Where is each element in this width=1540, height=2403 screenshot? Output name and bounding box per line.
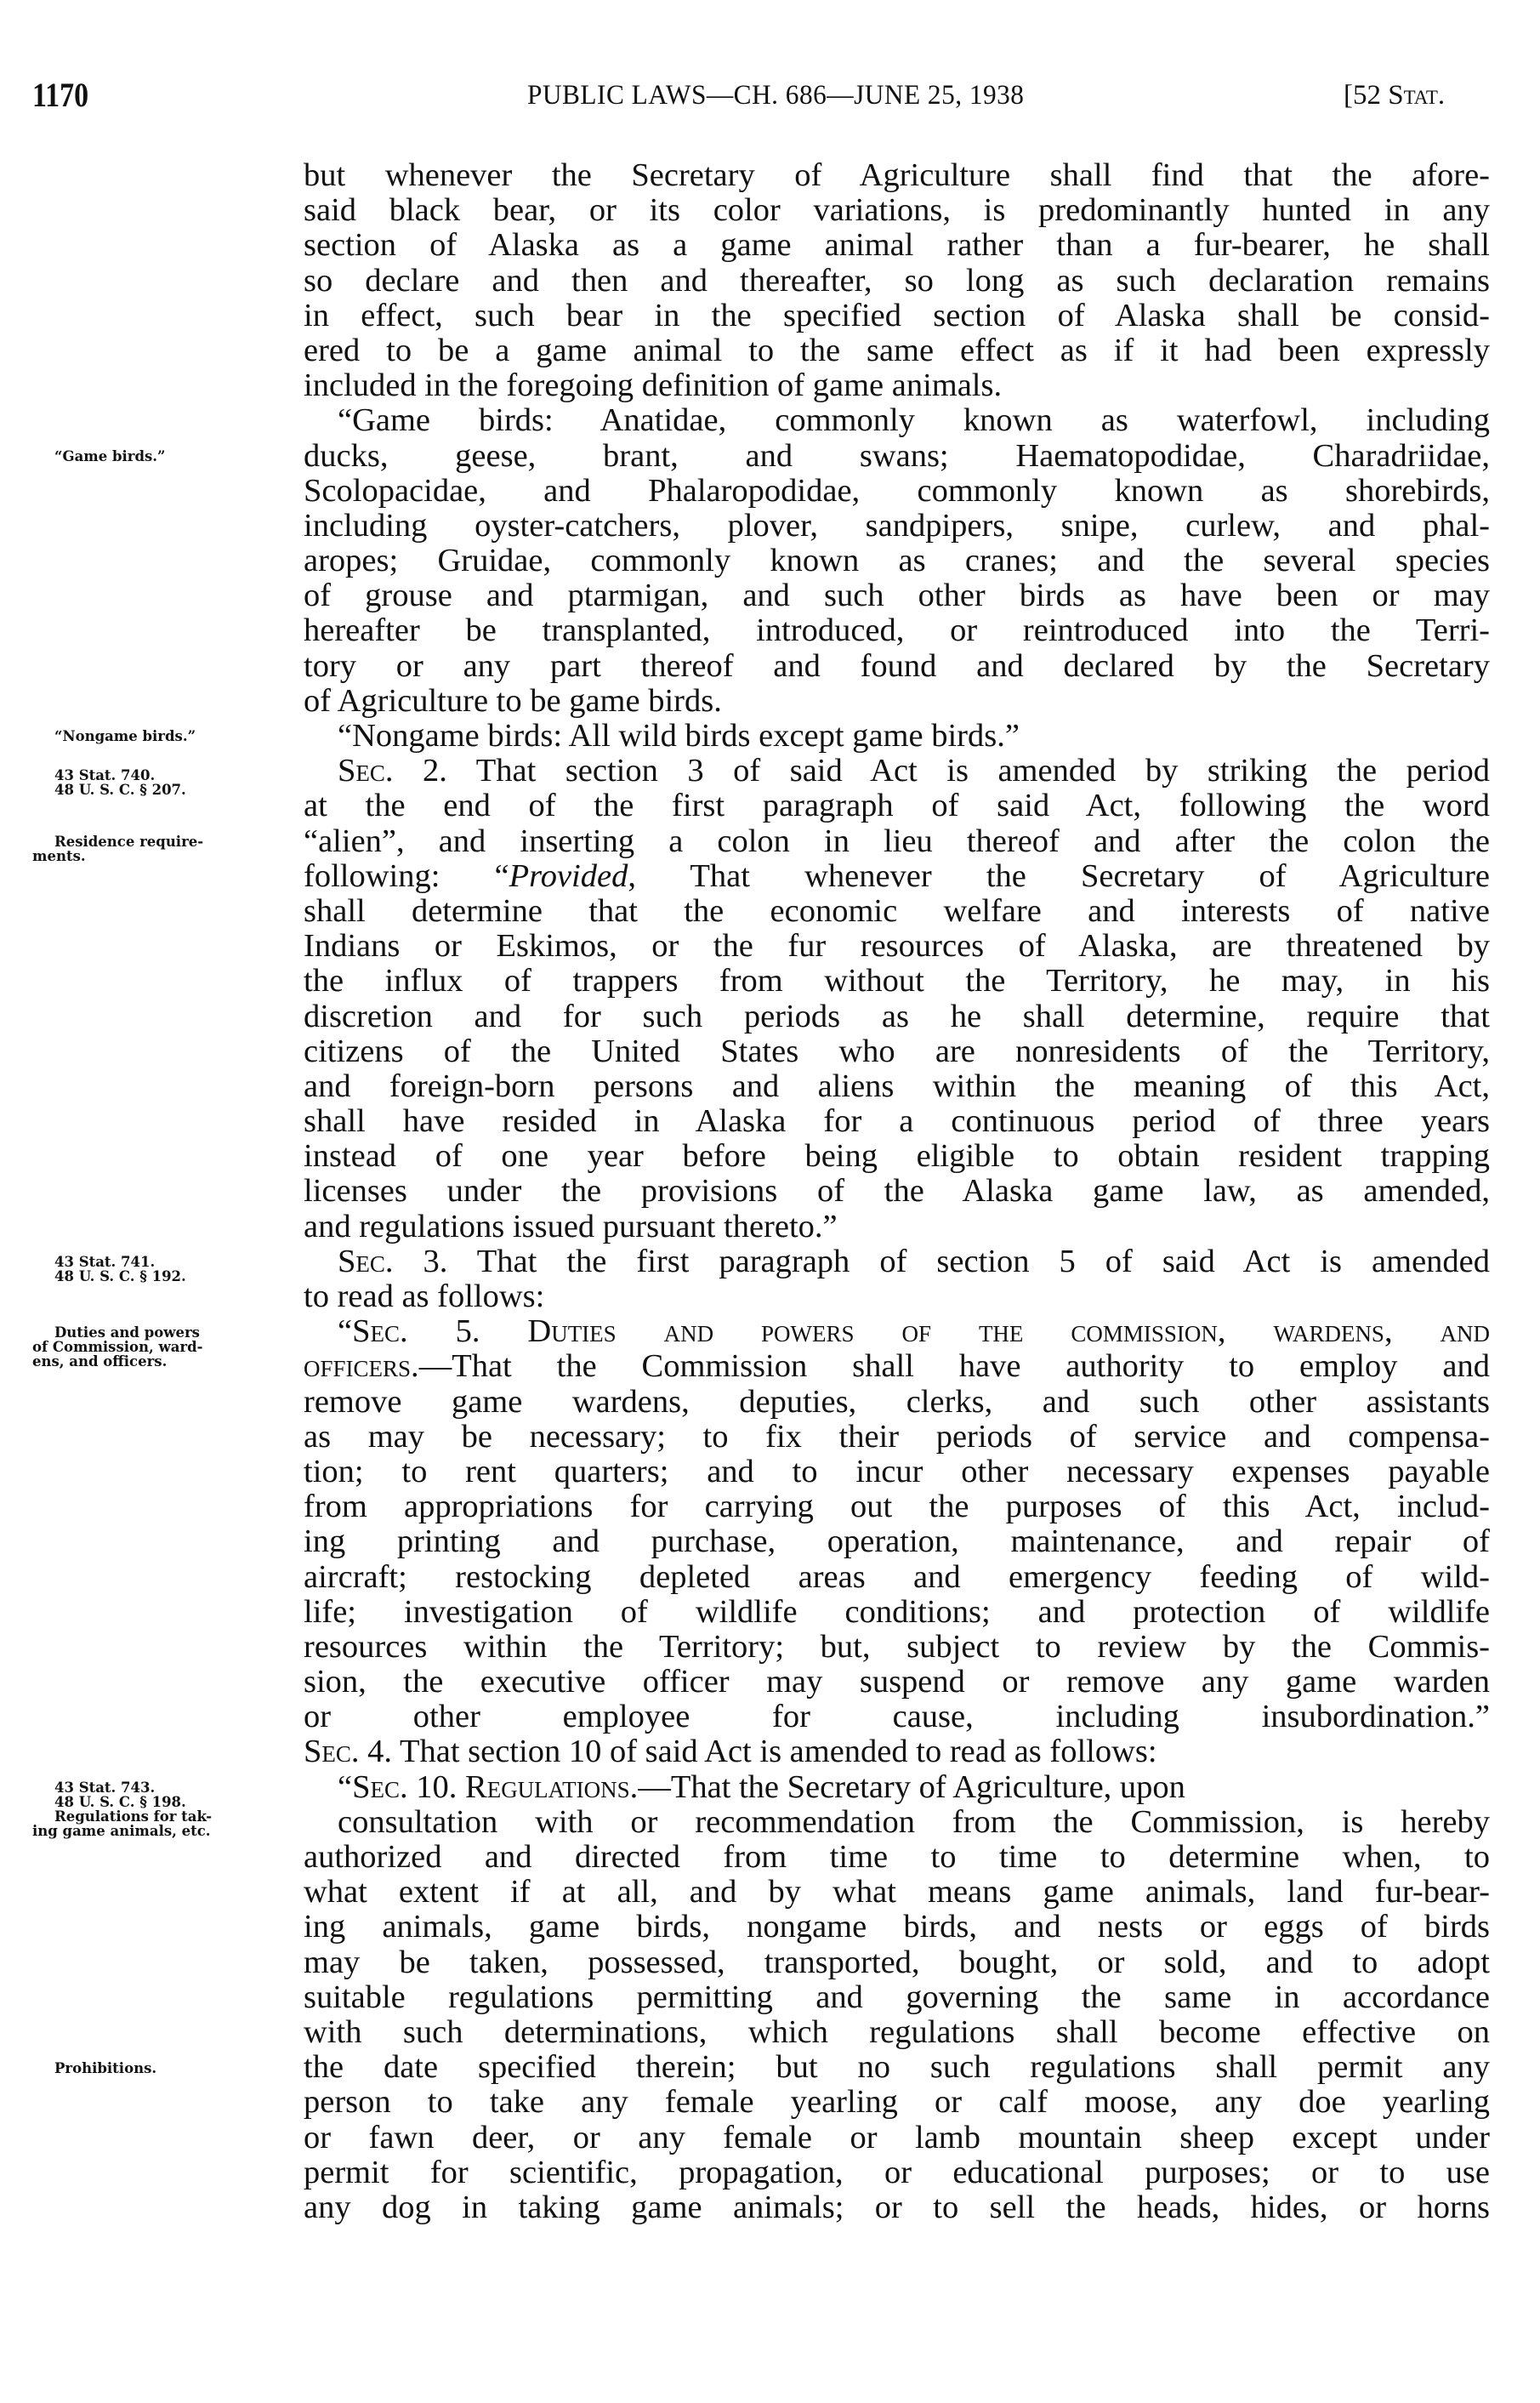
text-line: aropes; Gruidae, commonly known as cranes; and the several species [304,543,1490,579]
margin-note-line: 48 U. S. C. § 198. [54,1794,186,1811]
text-line: may be taken, possessed, transported, bought, or sold, and to adopt [304,1944,1490,1980]
text-line: so declare and then and thereafter, so long as such declaration remains [304,262,1490,299]
text-line: discretion and for such periods as he shall determine, require that [304,998,1490,1034]
text-line: including oyster-catchers, plover, sandpipers, snipe, curlew, and phal- [304,507,1490,544]
text-line: hereafter be transplanted, introduced, or reintroduced into the Terri- [304,612,1490,649]
text-line: “Nongame birds: All wild birds except game birds.” [338,718,1020,754]
text-line: of grouse and ptarmigan, and such other birds as have been or may [304,578,1490,614]
text-line: suitable regulations permitting and governing the same in accordance [304,1979,1490,2015]
margin-note [32,834,275,863]
text-line: Scolopacidae, and Phalaropodidae, commonly known as shorebirds, [304,472,1490,509]
margin-note-line: Duties and powers [54,1324,200,1341]
text-line: “alien”, and inserting a colon in lieu thereof and after the colon the [304,823,1490,859]
margin-note-line: 43 Stat. 741. [54,1254,156,1271]
text-line: Sec. 3. That the first paragraph of section 5 of said Act is amended [338,1243,1490,1279]
text-line: ered to be a game animal to the same effect as if it had been expressly [304,332,1490,368]
text-line: included in the foregoing definition of game animals. [304,367,1003,404]
margin-note [32,1255,275,1284]
margin-note-line: of Commission, ward- [32,1338,203,1355]
text-line: or fawn deer, or any female or lamb mountain sheep except under [304,2119,1490,2155]
margin-note [32,2061,275,2076]
text-line: said black bear, or its color variations, is predominantly hunted in any [304,192,1490,229]
text-line: any dog in taking game animals; or to sell the heads, hides, or horns [304,2189,1490,2225]
text-line: life; investigation of wildlife conditions; and protection of wildlife [304,1593,1490,1630]
text-line: tion; to rent quarters; and to incur other necessary expenses payable [304,1453,1490,1489]
text-line: shall determine that the economic welfare and interests of native [304,892,1490,929]
text-line: of Agriculture to be game birds. [304,682,722,719]
text-line: consultation with or recommendation from the Commission, is hereby [338,1803,1490,1840]
body-text [304,158,1490,2225]
margin-note-line: ing game animals, etc. [32,1823,211,1840]
margin-note [32,449,275,464]
text-line: licenses under the provisions of the Alaska game law, as amended, [304,1173,1490,1210]
text-line: shall have resided in Alaska for a continuous period of three years [304,1103,1490,1140]
text-line: instead of one year before being eligible to obtain resident trapping [304,1138,1490,1175]
text-line: ing animals, game birds, nongame birds, and nests or eggs of birds [304,1909,1490,1945]
text-line: remove game wardens, deputies, clerks, and such other assistants [304,1383,1490,1420]
text-line: aircraft; restocking depleted areas and emergency feeding of wild- [304,1558,1490,1595]
margin-note [32,1780,275,1838]
text-line: sion, the executive officer may suspend or remove any game warden [304,1664,1490,1700]
text-line: to read as follows: [304,1278,545,1314]
text-line: Indians or Eskimos, or the fur resources of Alaska, are threatened by [304,928,1490,965]
margin-note-line: 48 U. S. C. § 207. [54,781,186,798]
text-line: officers.—That the Commission shall have authority to employ and [304,1348,1490,1385]
text-line: Sec. 2. That section 3 of said Act is amended by striking the period [338,753,1490,789]
text-line: Sec. 4. That section 10 of said Act is amended to read as follows: [304,1734,1157,1770]
margin-note-line: “Game birds.” [54,447,166,464]
margin-note [32,1325,275,1369]
text-line: and regulations issued pursuant thereto.” [304,1208,838,1244]
margin-note-line: 48 U. S. C. § 192. [54,1268,186,1285]
running-title: PUBLIC LAWS—CH. 686—JUNE 25, 1938 [527,80,1025,111]
running-header [0,75,1540,117]
margin-note-line: Residence require- [54,833,204,850]
text-line: from appropriations for carrying out the purposes of this Act, includ- [304,1489,1490,1525]
text-line: authorized and directed from time to time to determine when, to [304,1839,1490,1875]
text-line: following: “Provided, That whenever the Secretary of Agriculture [304,857,1490,894]
text-line: or other employee for cause, including insubordination.” [304,1699,1490,1735]
text-line: resources within the Territory; but, subject to review by the Commis- [304,1628,1490,1665]
margin-note-line: Regulations for tak- [54,1808,213,1825]
text-line: the date specified therein; but no such regulations shall permit any [304,2049,1490,2086]
margin-note-line: ens, and officers. [32,1352,168,1369]
text-line: citizens of the United States who are nonresidents of the Territory, [304,1033,1490,1069]
text-line: person to take any female yearling or calf moose, any doe yearling [304,2084,1490,2121]
text-line: the influx of trappers from without the Territory, he may, in his [304,963,1490,999]
text-line: permit for scientific, propagation, or educational purposes; or to use [304,2154,1490,2190]
margin-note-line: 43 Stat. 743. [54,1779,156,1797]
text-line: “Sec. 10. Regulations.—That the Secretary of Agriculture, upon [338,1768,1185,1805]
text-line: ing printing and purchase, operation, maintenance, and repair of [304,1523,1490,1560]
margin-note [32,729,275,743]
margin-note-line: Prohibitions. [54,2059,157,2076]
text-line: what extent if at all, and by what means game animals, land fur-bear- [304,1874,1490,1910]
text-line: “Sec. 5. Duties and powers of the commission, wardens, and [338,1313,1491,1350]
text-line: with such determinations, which regulations shall become effective on [304,2013,1490,2050]
margin-note [32,768,275,797]
text-line: at the end of the first paragraph of said Act, following the word [304,788,1490,824]
text-line: section of Alaska as a game animal rather than a fur-bearer, he shall [304,227,1490,264]
margin-note-line: 43 Stat. 740. [54,766,156,783]
text-line: and foreign-born persons and aliens within the meaning of this Act, [304,1068,1490,1104]
volume-reference: [52 Stat. [1344,80,1446,111]
text-line: “Game birds: Anatidae, commonly known as waterfowl, including [338,402,1490,439]
margin-note-line: ments. [32,847,86,864]
text-line: but whenever the Secretary of Agriculture shall find that the afore- [304,157,1490,193]
margin-note-line: “Nongame birds.” [54,728,196,745]
page-number: 1170 [32,76,89,114]
text-line: ducks, geese, brant, and swans; Haematopodidae, Charadriidae, [304,437,1490,474]
text-line: as may be necessary; to fix their periods of service and compensa- [304,1418,1490,1455]
text-line: tory or any part thereof and found and declared by the Secretary [304,647,1490,684]
text-line: in effect, such bear in the specified section of Alaska shall be consid- [304,297,1490,333]
